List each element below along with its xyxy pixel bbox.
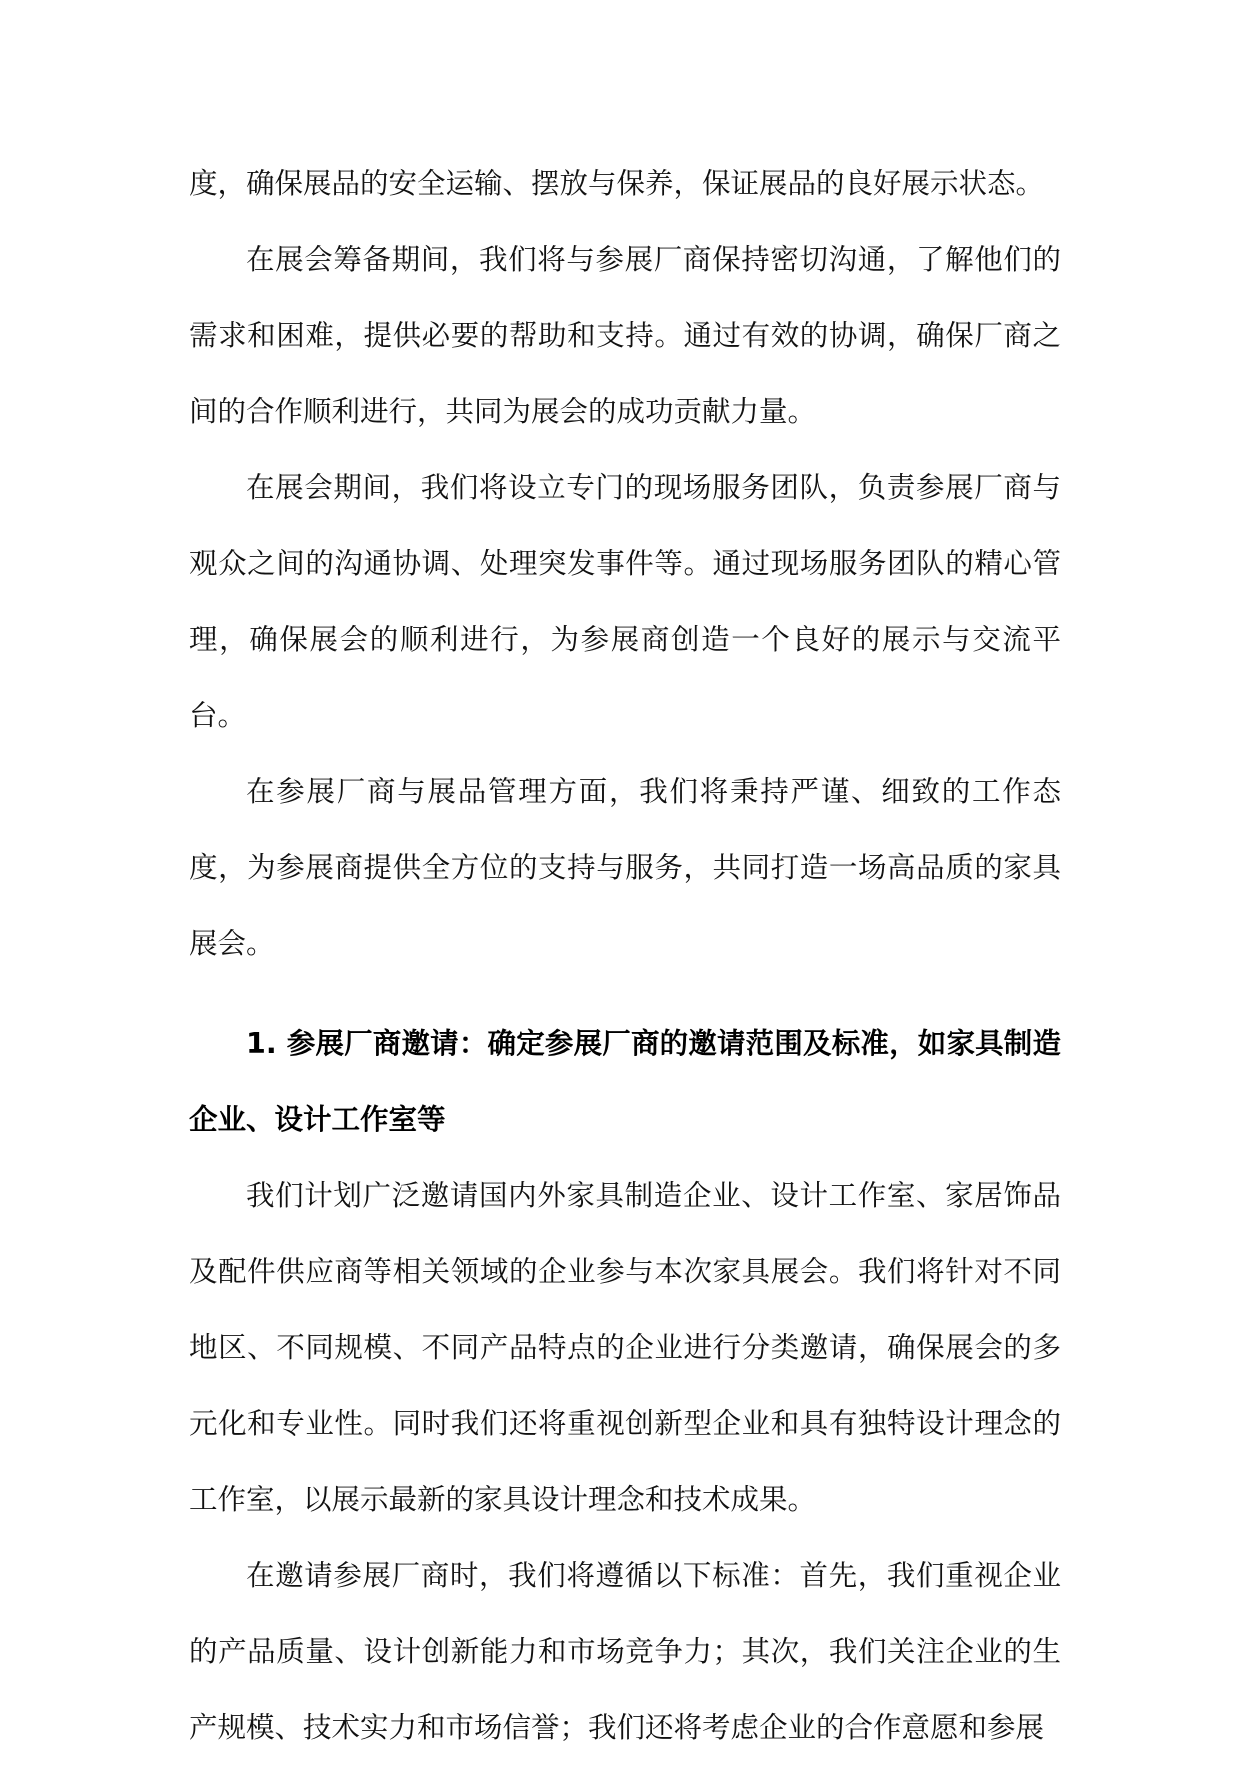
paragraph-onsite-service: 在展会期间，我们将设立专门的现场服务团队，负责参展厂商与观众之间的沟通协调、处理突发事件等。通过现场服务团队的精心管理，确保展会的顺利进行，为参展商创造一个良好的展示与交流平台。 [189, 471, 1061, 732]
paragraph-invitation-standards: 在邀请参展厂商时，我们将遵循以下标准：首先，我们重视企业的产品质量、设计创新能力和市场竞争力；其次，我们关注企业的生产规模、技术实力和市场信誉；我们还将考虑企业的合作意愿和参展 [189, 1559, 1061, 1744]
section-heading: 1. 参展厂商邀请：确定参展厂商的邀请范围及标准，如家具制造企业、设计工作室等 [189, 1027, 1061, 1136]
paragraph-preparation: 在展会筹备期间，我们将与参展厂商保持密切沟通，了解他们的需求和困难，提供必要的帮助和支持。通过有效的协调，确保厂商之间的合作顺利进行，共同为展会的成功贡献力量。 [189, 243, 1061, 428]
paragraph-continued: 度，确保展品的安全运输、摆放与保养，保证展品的良好展示状态。 [189, 167, 1045, 200]
paragraph-invitation-scope: 我们计划广泛邀请国内外家具制造企业、设计工作室、家居饰品及配件供应商等相关领域的企业参与本次家具展会。我们将针对不同地区、不同规模、不同产品特点的企业进行分类邀请，确保展会的多元化和专业性。同时我们还将重视创新型企业和具有独特设计理念的工作室，以展示最新的家具设计理念和技术成果。 [189, 1179, 1061, 1516]
paragraph-exhibit-management: 在参展厂商与展品管理方面，我们将秉持严谨、细致的工作态度，为参展商提供全方位的支持与服务，共同打造一场高品质的家具展会。 [189, 775, 1061, 960]
section-spacer [189, 982, 1061, 1006]
document-body [189, 146, 1061, 1766]
